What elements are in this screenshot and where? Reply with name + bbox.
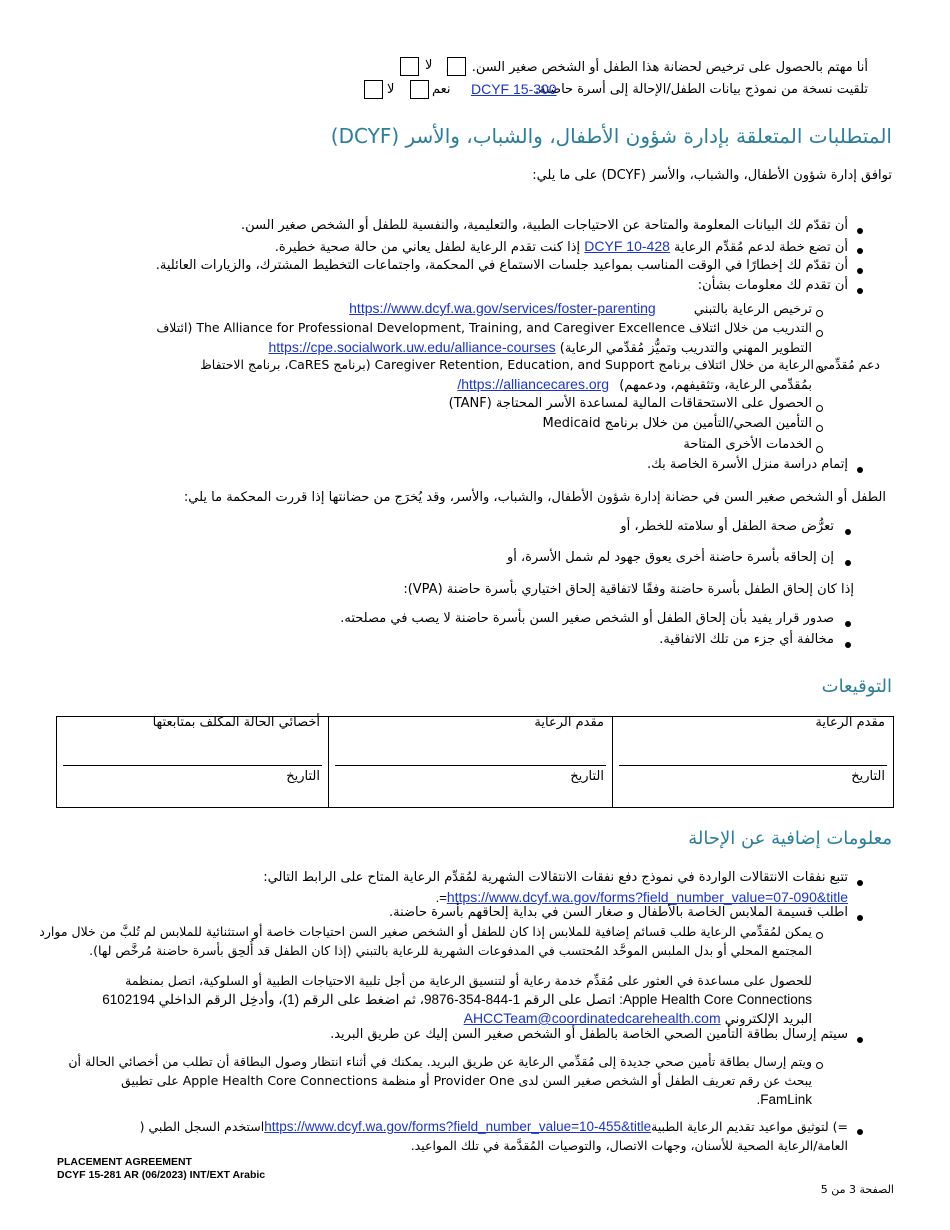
alliancecares-link[interactable]: https://alliancecares.org/ (457, 376, 610, 392)
signature-line (619, 765, 887, 766)
bullet-dot (857, 288, 863, 294)
date-label: التاريخ (851, 769, 885, 784)
copy-no-checkbox[interactable] (364, 80, 383, 99)
bullet-dot (857, 467, 863, 473)
req-item-4: أن تقدم لك معلومات بشأن: (697, 278, 848, 293)
signatures-table (56, 716, 894, 808)
signature-line (335, 765, 606, 766)
add-sub-clothing-line2: المجتمع المحلي أو بدل الملبس الموحَّد المُحتسب في المدفوعات الشهرية للرعاية بالتبني (إذا كان الطفل قد أُلحِق بأسرة حاضنة مُرخَّص لها). (89, 943, 812, 958)
vpa-item-2: مخالفة أي جزء من تلك الاتفاقية. (659, 632, 834, 647)
req-item-5: إتمام دراسة منزل الأسرة الخاصة بك. (646, 457, 848, 472)
add-para-care-line1: للحصول على مساعدة في العثور على مُقدِّم خدمة رعاية أو لتنسيق الرعاية من أجل تلبية الاحتياجات الطبية أو السلوكية، اتصل بمنظمة (125, 973, 812, 988)
add-item-2: اطلب قسيمة الملابس الخاصة بالأطفال و صغار السن في بداية إلحاقهم بأسرة حاضنة. (388, 905, 848, 920)
requirements-intro: توافق إدارة شؤون الأطفال، والشباب، والأسر (DCYF) على ما يلي: (532, 168, 892, 183)
custody-intro: الطفل أو الشخص صغير السن في حضانة إدارة شؤون الأطفال، والشباب، والأسر، وقد يُخرَج من حضانتها إذا قررت المحكمة ما يلي: (183, 490, 886, 505)
signature-line (63, 765, 322, 766)
add-item-1-line2: https://www.dcyf.wa.gov/forms?field_number_value=07-090&title=. (435, 889, 848, 905)
sub-item-alliance-line2: التطوير المهني والتدريب وتميُّز مُقدِّمي الرعاية) https://cpe.socialwork.uw.edu/alliance-courses (268, 339, 812, 356)
add-para-care-line2: Apple Health Core Connections: اتصل على الرقم 1-844-354-9876، ثم اضغط على الرقم (1)، وأدخِل الرقم الداخلي 6102194 (102, 992, 812, 1007)
sub-bullet (816, 425, 823, 432)
bullet-dot (857, 1037, 863, 1043)
sub-item-alliance-line1: التدريب من خلال ائتلاف The Alliance for Professional Development, Training, and Caregiver Excellence (ائتلاف (156, 320, 812, 335)
copy-yes-label: نعم (432, 82, 451, 97)
add-sub-card-line2: يبحث عن رقم تعريف الطفل أو الشخص صغير السن لدى Provider One أو منظمة Apple Health Core Connections على تطبيق (121, 1073, 812, 1088)
bullet-dot (845, 529, 851, 535)
alliance-courses-link[interactable]: https://cpe.socialwork.uw.edu/alliance-courses (268, 339, 556, 355)
license-no-label: لا (425, 58, 433, 73)
vpa-item-1: صدور قرار يفيد بأن إلحاق الطفل أو الشخص صغير السن بأسرة حاضنة لا يصب في مصلحته. (340, 611, 834, 626)
bullet-dot (845, 621, 851, 627)
license-yes-checkbox[interactable] (447, 57, 466, 76)
sub-item-tanf: الحصول على الاستحقاقات المالية لمساعدة الأسر المحتاجة (TANF) (448, 396, 812, 411)
forms-07-090-link[interactable]: https://www.dcyf.wa.gov/forms?field_number_value=07-090&title (446, 889, 848, 905)
copy-yes-checkbox[interactable] (410, 80, 429, 99)
add-sub-card-line1: ويتم إرسال بطاقة تأمين صحي جديدة إلى مُقدِّمي الرعاية عن طريق البريد. يمكنك في أثناء انتظار وصول البطاقة أن تطلب من أخصائي الحالة أن (68, 1054, 812, 1069)
dcyf-15-300-link[interactable]: DCYF 15-300 (471, 81, 557, 97)
sub-bullet (816, 330, 823, 337)
bullet-dot (857, 228, 863, 234)
caseworker-label: أخصائي الحالة المكلف بمتابعتها (152, 715, 320, 730)
custody-item-2: إن إلحاقه بأسرة حاضنة أخرى يعوق جهود لم شمل الأسرة، أو (506, 550, 834, 565)
req-item-1: أن تقدّم لك البيانات المعلومة والمتاحة عن الاحتياجات الطبية، والتعليمية، والنفسية للطفل أو الشخص صغير السن. (241, 218, 848, 233)
sub-bullet (816, 1062, 823, 1069)
sub-item-medicaid: التأمين الصحي/التأمين من خلال برنامج Medicaid (542, 416, 812, 431)
add-item-4-line1: =) لتوثيق مواعيد تقديم الرعاية الطبيةhttps://www.dcyf.wa.gov/forms?field_number_value=10-455&titleاستخدم السجل الطبي ( (139, 1119, 848, 1134)
add-sub-clothing-line1: يمكن لمُقدِّمي الرعاية طلب قسائم إضافية للملابس إذا كان للطفل أو الشخص صغير السن احتياجات خاصة أو استثنائية للملابس لم تُلبَّ من خلال موارد (39, 924, 812, 939)
add-item-4-line2: العامة/الرعاية الصحية للأسنان، وجهات الاتصال، والتوصيات المُقدَّمة في تلك المواعيد. (410, 1138, 848, 1153)
bullet-dot (857, 248, 863, 254)
req-item-3: أن تقدّم لك إخطارًا في الوقت المناسب بمواعيد جلسات الاستماع في المحكمة، واجتماعات التخطيط المشترك، والزيارات العائلية. (155, 258, 848, 273)
bullet-dot (857, 1129, 863, 1135)
add-item-1-line1: تتبع نفقات الانتقالات الواردة في نموذج دفع نفقات الانتقالات الشهرية لمُقدِّم الرعاية المتاح على الرابط التالي: (263, 870, 848, 885)
form-code: DCYF 15-281 AR (06/2023) INT/EXT Arabic (57, 1169, 266, 1181)
bullet-dot (845, 642, 851, 648)
foster-parenting-link[interactable]: https://www.dcyf.wa.gov/services/foster-parenting (349, 300, 656, 316)
caregiver-1-label: مقدم الرعاية (815, 715, 885, 730)
caregiver-2-signature-cell[interactable] (329, 717, 613, 808)
sub-item-other-services: الخدمات الأخرى المتاحة (683, 437, 812, 452)
form-title: PLACEMENT AGREEMENT (57, 1156, 192, 1168)
additional-info-heading: معلومات إضافية عن الإحالة (688, 828, 892, 849)
add-item-3: سيتم إرسال بطاقة التأمين الصحي الخاصة بالطفل أو الشخص صغير السن إليك عن طريق البريد. (330, 1027, 848, 1042)
date-label: التاريخ (286, 769, 320, 784)
bullet-dot (857, 268, 863, 274)
signatures-heading: التوقيعات (821, 676, 892, 697)
sub-bullet (816, 932, 823, 939)
caseworker-signature-cell[interactable] (57, 717, 329, 808)
sub-bullet (816, 446, 823, 453)
vpa-intro: إذا كان إلحاق الطفل بأسرة حاضنة وفقًا لاتفاقية إلحاق اختياري بأسرة حاضنة (VPA): (403, 582, 854, 597)
caregiver-1-signature-cell[interactable] (613, 717, 894, 808)
page-number: الصفحة 3 من 5 (820, 1183, 894, 1196)
ahcc-email-link[interactable]: AHCCTeam@coordinatedcarehealth.com (463, 1010, 721, 1026)
sub-bullet (816, 405, 823, 412)
add-sub-card-line3: FamLink. (756, 1092, 812, 1107)
copy-received-text: تلقيت نسخة من نموذج بيانات الطفل/الإحالة إلى أسرة حاضنة. (535, 82, 868, 97)
caregiver-2-label: مقدم الرعاية (534, 715, 604, 730)
copy-no-label: لا (387, 82, 395, 97)
license-question: أنا مهتم بالحصول على ترخيص لحضانة هذا الطفل أو الشخص صغير السن. (471, 60, 868, 75)
req-item-2: أن تضع خطة لدعم مُقدِّم الرعاية DCYF 10-428 إذا كنت تقدم الرعاية لطفل يعاني من حالة صحية خطيرة. (274, 238, 848, 255)
custody-item-1: تعرُّض صحة الطفل أو سلامته للخطر، أو (620, 519, 834, 534)
sub-item-foster-licensing: ترخيص الرعاية بالتبني https://www.dcyf.wa.gov/services/foster-parenting (349, 300, 812, 317)
bullet-dot (857, 915, 863, 921)
sub-item-cares-line1: دعم مُقدِّمي الرعاية من خلال ائتلاف برنامج Caregiver Retention, Education, and Support (برنامج CaRES، برنامج الاحتفاظ (200, 357, 880, 372)
add-para-care-line3: البريد الإلكتروني AHCCTeam@coordinatedcarehealth.com (463, 1010, 812, 1027)
date-label: التاريخ (570, 769, 604, 784)
dcyf-10-428-link[interactable]: DCYF 10-428 (584, 238, 670, 254)
sub-item-cares-line2: بمُقدِّمي الرعاية، وتثقيفهم، ودعمهم) https://alliancecares.org/ (457, 376, 812, 393)
sub-bullet (816, 310, 823, 317)
bullet-dot (857, 880, 863, 886)
license-no-checkbox[interactable] (400, 57, 419, 76)
forms-10-455-link[interactable]: https://www.dcyf.wa.gov/forms?field_number_value=10-455&title (264, 1119, 652, 1134)
requirements-heading: المتطلبات المتعلقة بإدارة شؤون الأطفال، والشباب، والأسر (DCYF) (330, 124, 892, 148)
bullet-dot (845, 560, 851, 566)
